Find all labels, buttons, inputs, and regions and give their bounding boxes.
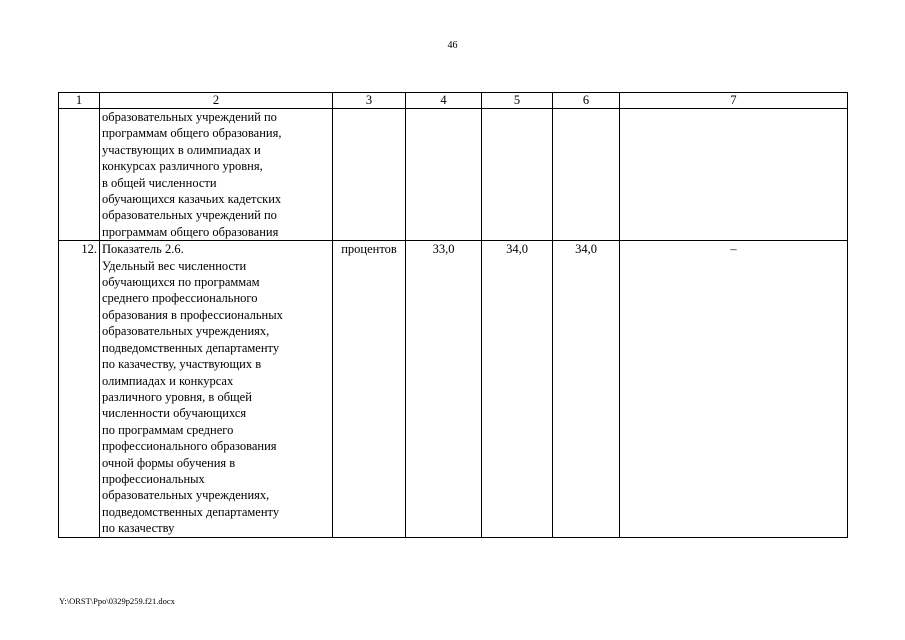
text-line: по программам среднего xyxy=(102,422,234,437)
text-line: Удельный вес численности xyxy=(102,258,247,273)
column-header: 1 xyxy=(59,93,100,109)
text-line: профессионального образования xyxy=(102,439,277,454)
text-line: образовательных учреждениях, xyxy=(102,324,270,339)
column-header: 2 xyxy=(100,93,333,109)
row-number xyxy=(59,109,100,241)
value-cell xyxy=(482,109,553,241)
text-line: Показатель 2.6. xyxy=(102,242,184,257)
value-cell: 34,0 xyxy=(482,241,553,537)
column-header: 4 xyxy=(406,93,482,109)
text-line: образовательных учреждениях, xyxy=(102,488,270,503)
text-line: обучающихся казачьих кадетских xyxy=(102,192,282,207)
unit-cell: процентов xyxy=(333,241,406,537)
text-line: образования в профессиональных xyxy=(102,307,283,322)
text-line: в общей численности xyxy=(102,175,217,190)
text-line: различного уровня, в общей xyxy=(102,389,252,404)
text-line: образовательных учреждений по xyxy=(102,110,277,124)
text-line: по казачеству xyxy=(102,521,175,536)
table-row xyxy=(59,241,848,537)
text-line: подведомственных департаменту xyxy=(102,340,280,355)
table-row xyxy=(59,109,848,241)
text-line: подведомственных департаменту xyxy=(102,504,280,519)
indicators-table xyxy=(58,92,848,538)
column-header: 7 xyxy=(620,93,848,109)
value-cell xyxy=(553,109,620,241)
indicator-text xyxy=(100,241,333,537)
value-cell: 34,0 xyxy=(553,241,620,537)
text-line: конкурсах различного уровня, xyxy=(102,159,263,174)
text-line: численности обучающихся xyxy=(102,406,247,421)
value-cell: 33,0 xyxy=(406,241,482,537)
text-line: программам общего образования xyxy=(102,224,279,239)
table-header-row xyxy=(59,93,848,109)
row-number: 12. xyxy=(59,241,100,537)
value-cell xyxy=(406,109,482,241)
indicator-text xyxy=(100,109,333,241)
column-header: 6 xyxy=(553,93,620,109)
text-line: образовательных учреждений по xyxy=(102,208,277,223)
text-line: программам общего образования, xyxy=(102,126,282,141)
text-line: профессиональных xyxy=(102,471,205,486)
column-header: 3 xyxy=(333,93,406,109)
text-line: очной формы обучения в xyxy=(102,455,236,470)
column-header: 5 xyxy=(482,93,553,109)
text-line: обучающихся по программам xyxy=(102,275,260,290)
page-number: 46 xyxy=(447,40,458,51)
file-path-footer: Y:\ORST\Ppo\0329p259.f21.docx xyxy=(59,596,175,606)
value-cell xyxy=(620,109,848,241)
value-cell: – xyxy=(620,241,848,537)
text-line: по казачеству, участвующих в xyxy=(102,357,262,372)
unit-cell xyxy=(333,109,406,241)
text-line: участвующих в олимпиадах и xyxy=(102,142,261,157)
text-line: среднего профессионального xyxy=(102,291,258,306)
text-line: олимпиадах и конкурсах xyxy=(102,373,234,388)
